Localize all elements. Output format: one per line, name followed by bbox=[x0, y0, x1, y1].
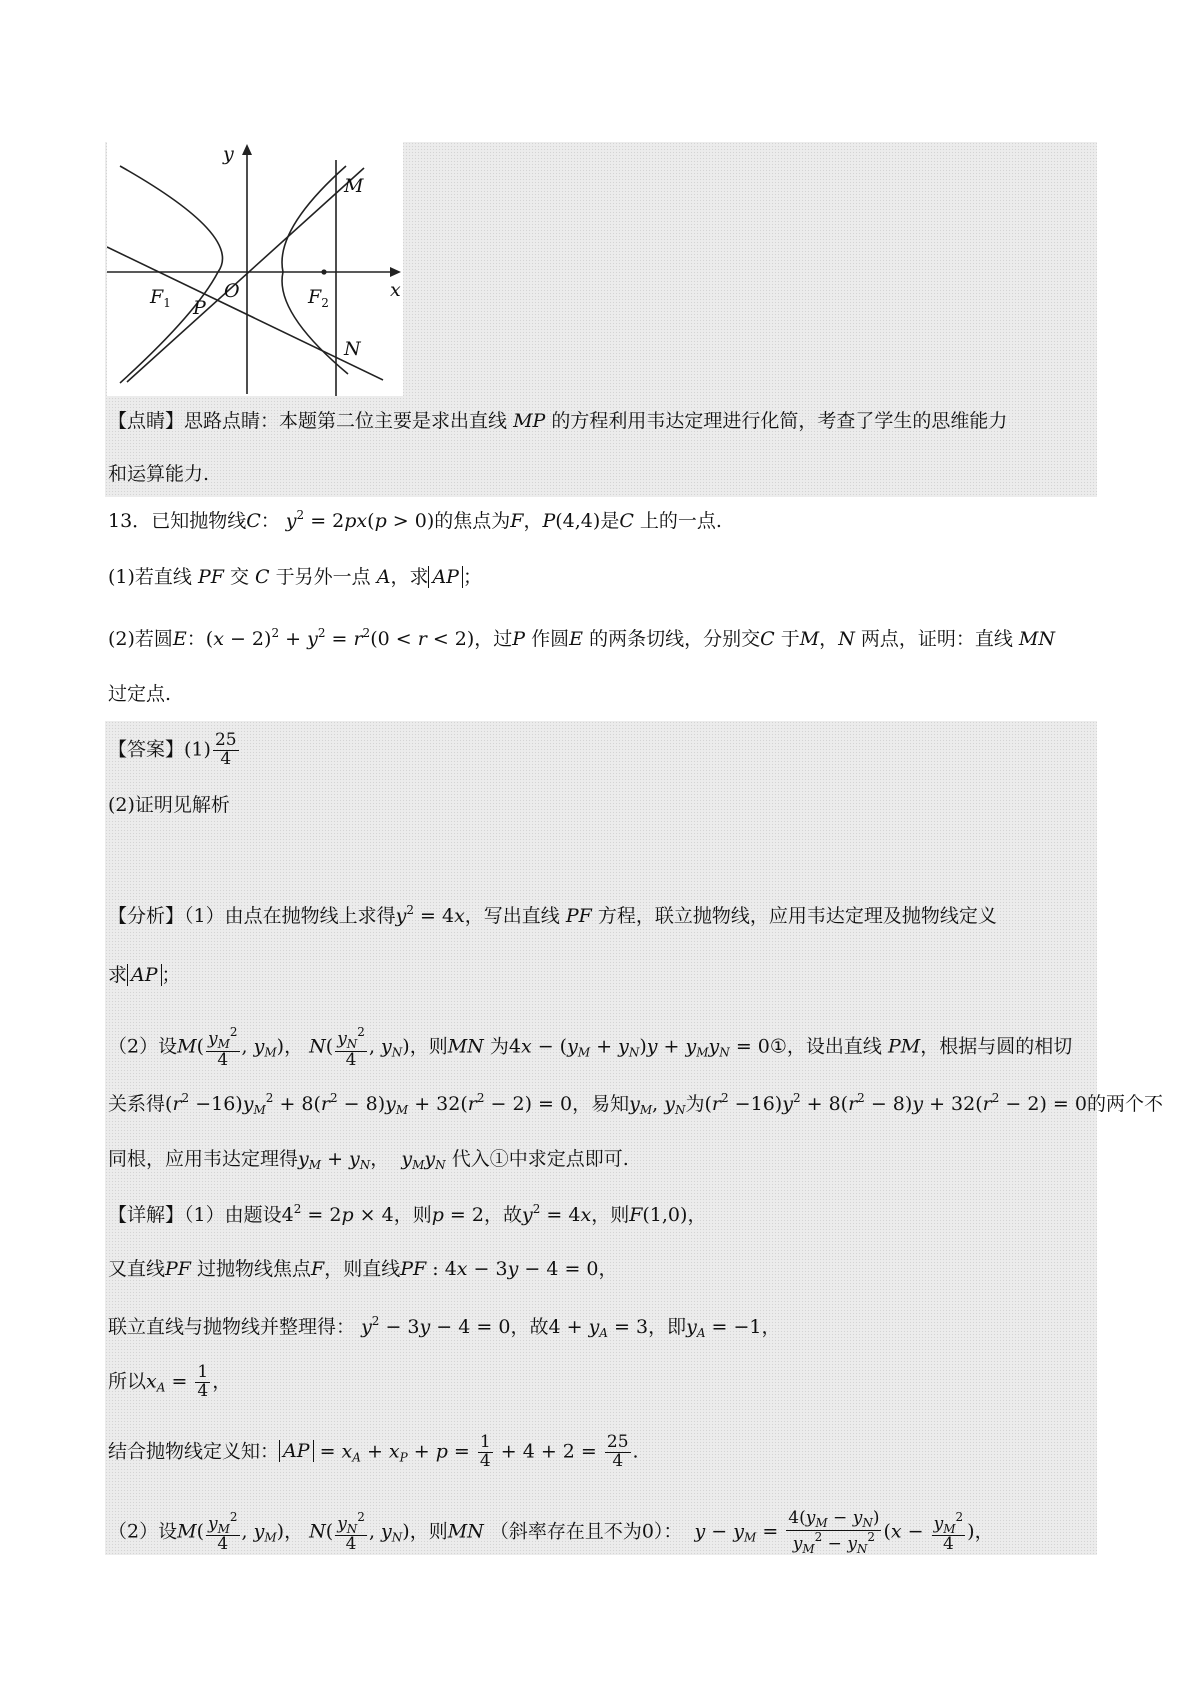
detail-line-1: 【详解】（1）由题设$4^2 = 2p \times 4$，则p = 2，故$y^2 = 4x$，则F(1,0)， bbox=[108, 1202, 707, 1226]
problem-stem: 13．已知抛物线C： $y^2 = 2px(p > 0)$的焦点为F，P(4,4)是C 上的一点. bbox=[108, 508, 722, 532]
hyperbola-left-branch bbox=[120, 166, 223, 383]
problem-part-1: (1)若直线 PF 交 C 于另外一点 A，求 AP ； bbox=[108, 566, 482, 588]
detail-line-3: 联立直线与抛物线并整理得： $y^2 - 3y - 4 = 0$，故$4 + y_A = 3$，即$y_A = -1$， bbox=[108, 1314, 781, 1340]
analysis-line-2: 求 AP ； bbox=[108, 964, 181, 986]
hyperbola-figure bbox=[107, 142, 403, 396]
line-pm bbox=[127, 168, 364, 382]
analysis-line-3: （2）设M( $\frac{y_M^2}{4}$ , $y_M$)， N( $\frac{y_N^2}{4}$ , $y_N$)，则MN 为$4x - (y_M + y_N)y + y_My_N$ = 0①，设出直线 PM，根据与圆的相切 bbox=[108, 1025, 1073, 1070]
focus-f2-dot bbox=[321, 269, 326, 274]
answer-line-1: 【答案】(1) $\frac{25}{4}$ bbox=[108, 730, 237, 769]
tip-text-a: 思路点睛：本题第二位主要是求出直线 bbox=[184, 410, 508, 432]
analysis-line-5: 同根，应用韦达定理得$y_M + y_N$， $y_My_N$ 代入①中求定点即可. bbox=[108, 1148, 629, 1172]
label-f2: $F_2$ bbox=[308, 286, 329, 310]
line-pn bbox=[107, 247, 383, 380]
tip-line-2 bbox=[108, 465, 209, 484]
detail-line-2: 又直线PF 过抛物线焦点F，则直线PF : 4x − 3y − 4 = 0， bbox=[108, 1258, 618, 1280]
label-f1: $F_1$ bbox=[150, 286, 171, 310]
answer-shade bbox=[105, 721, 1097, 1555]
label-m: M bbox=[344, 175, 364, 197]
problem-part-2: (2)若圆E：$(x - 2)^2 + y^2 = r^2(0 < r < 2)$，过P 作圆E 的两条切线，分别交C 于M，N 两点，证明：直线 MN bbox=[108, 626, 1056, 650]
label-n: N bbox=[344, 338, 361, 360]
label-p: P bbox=[193, 297, 206, 319]
label-o: O bbox=[224, 280, 240, 302]
answer-fraction: $\frac{25}{4}$ bbox=[214, 730, 237, 769]
analysis-line-1: 【分析】（1）由点在抛物线上求得$y^2 = 4x$，写出直线 PF 方程，联立抛物线，应用韦达定理及抛物线定义 bbox=[108, 903, 997, 927]
detail-line-6: （2）设M( $\frac{y_M^2}{4}$ , $y_M$)， N( $\frac{y_N^2}{4}$ , $y_N$)，则MN （斜率存在且不为0）： $y - y_M$ = $\frac{4(y_M - y_N)}{y_M^2 - y_N^2}$ (x − $\frac{y_M^2}{4}$ )， bbox=[108, 1508, 994, 1556]
detail-line-5: 结合抛物线定义知： AP = $x_A + x_P + p$ = $\frac{1}{4}$ + 4 + 2 = $\frac{25}{4}$ . bbox=[108, 1432, 639, 1471]
label-x: x bbox=[390, 279, 401, 301]
tip-text-line2: 和运算能力. bbox=[108, 463, 210, 485]
tip-text-b: 的方程利用韦达定理进行化简，考查了学生的思维能力 bbox=[551, 410, 1008, 432]
tip-line-1: 【点睛】思路点睛：本题第二位主要是求出直线 MP 的方程利用韦达定理进行化简，考查了学生的思维能力 bbox=[108, 410, 1008, 432]
hyperbola-right-branch bbox=[282, 166, 348, 374]
analysis-tag: 【分析】 bbox=[108, 905, 185, 927]
hyperbola-diagram bbox=[107, 142, 403, 396]
detail-tag: 【详解】 bbox=[108, 1204, 185, 1226]
tip-tag: 【点睛】 bbox=[108, 410, 185, 432]
label-y: y bbox=[223, 143, 234, 165]
detail-line-4: 所以$x_A$ = $\frac{1}{4}$ ， bbox=[108, 1362, 232, 1401]
answer-line-2: (2)证明见解析 bbox=[108, 794, 230, 816]
problem-part-2-line-2: 过定点. bbox=[108, 683, 172, 705]
analysis-line-4: 关系得$(r^2 -16)y_M^2 + 8(r^2 - 8)y_M + 32(r^2 - 2) = 0$，易知$y_M$, $y_N$为$(r^2 -16)y^2 + 8(r^2 - 8)y + 32(r^2 - 2) = 0$的两个不 bbox=[108, 1091, 1163, 1117]
answer-tag: 【答案】 bbox=[108, 738, 185, 761]
x-axis-arrow bbox=[390, 267, 401, 277]
problem-number: 13． bbox=[108, 510, 152, 532]
y-axis-arrow bbox=[242, 144, 252, 155]
